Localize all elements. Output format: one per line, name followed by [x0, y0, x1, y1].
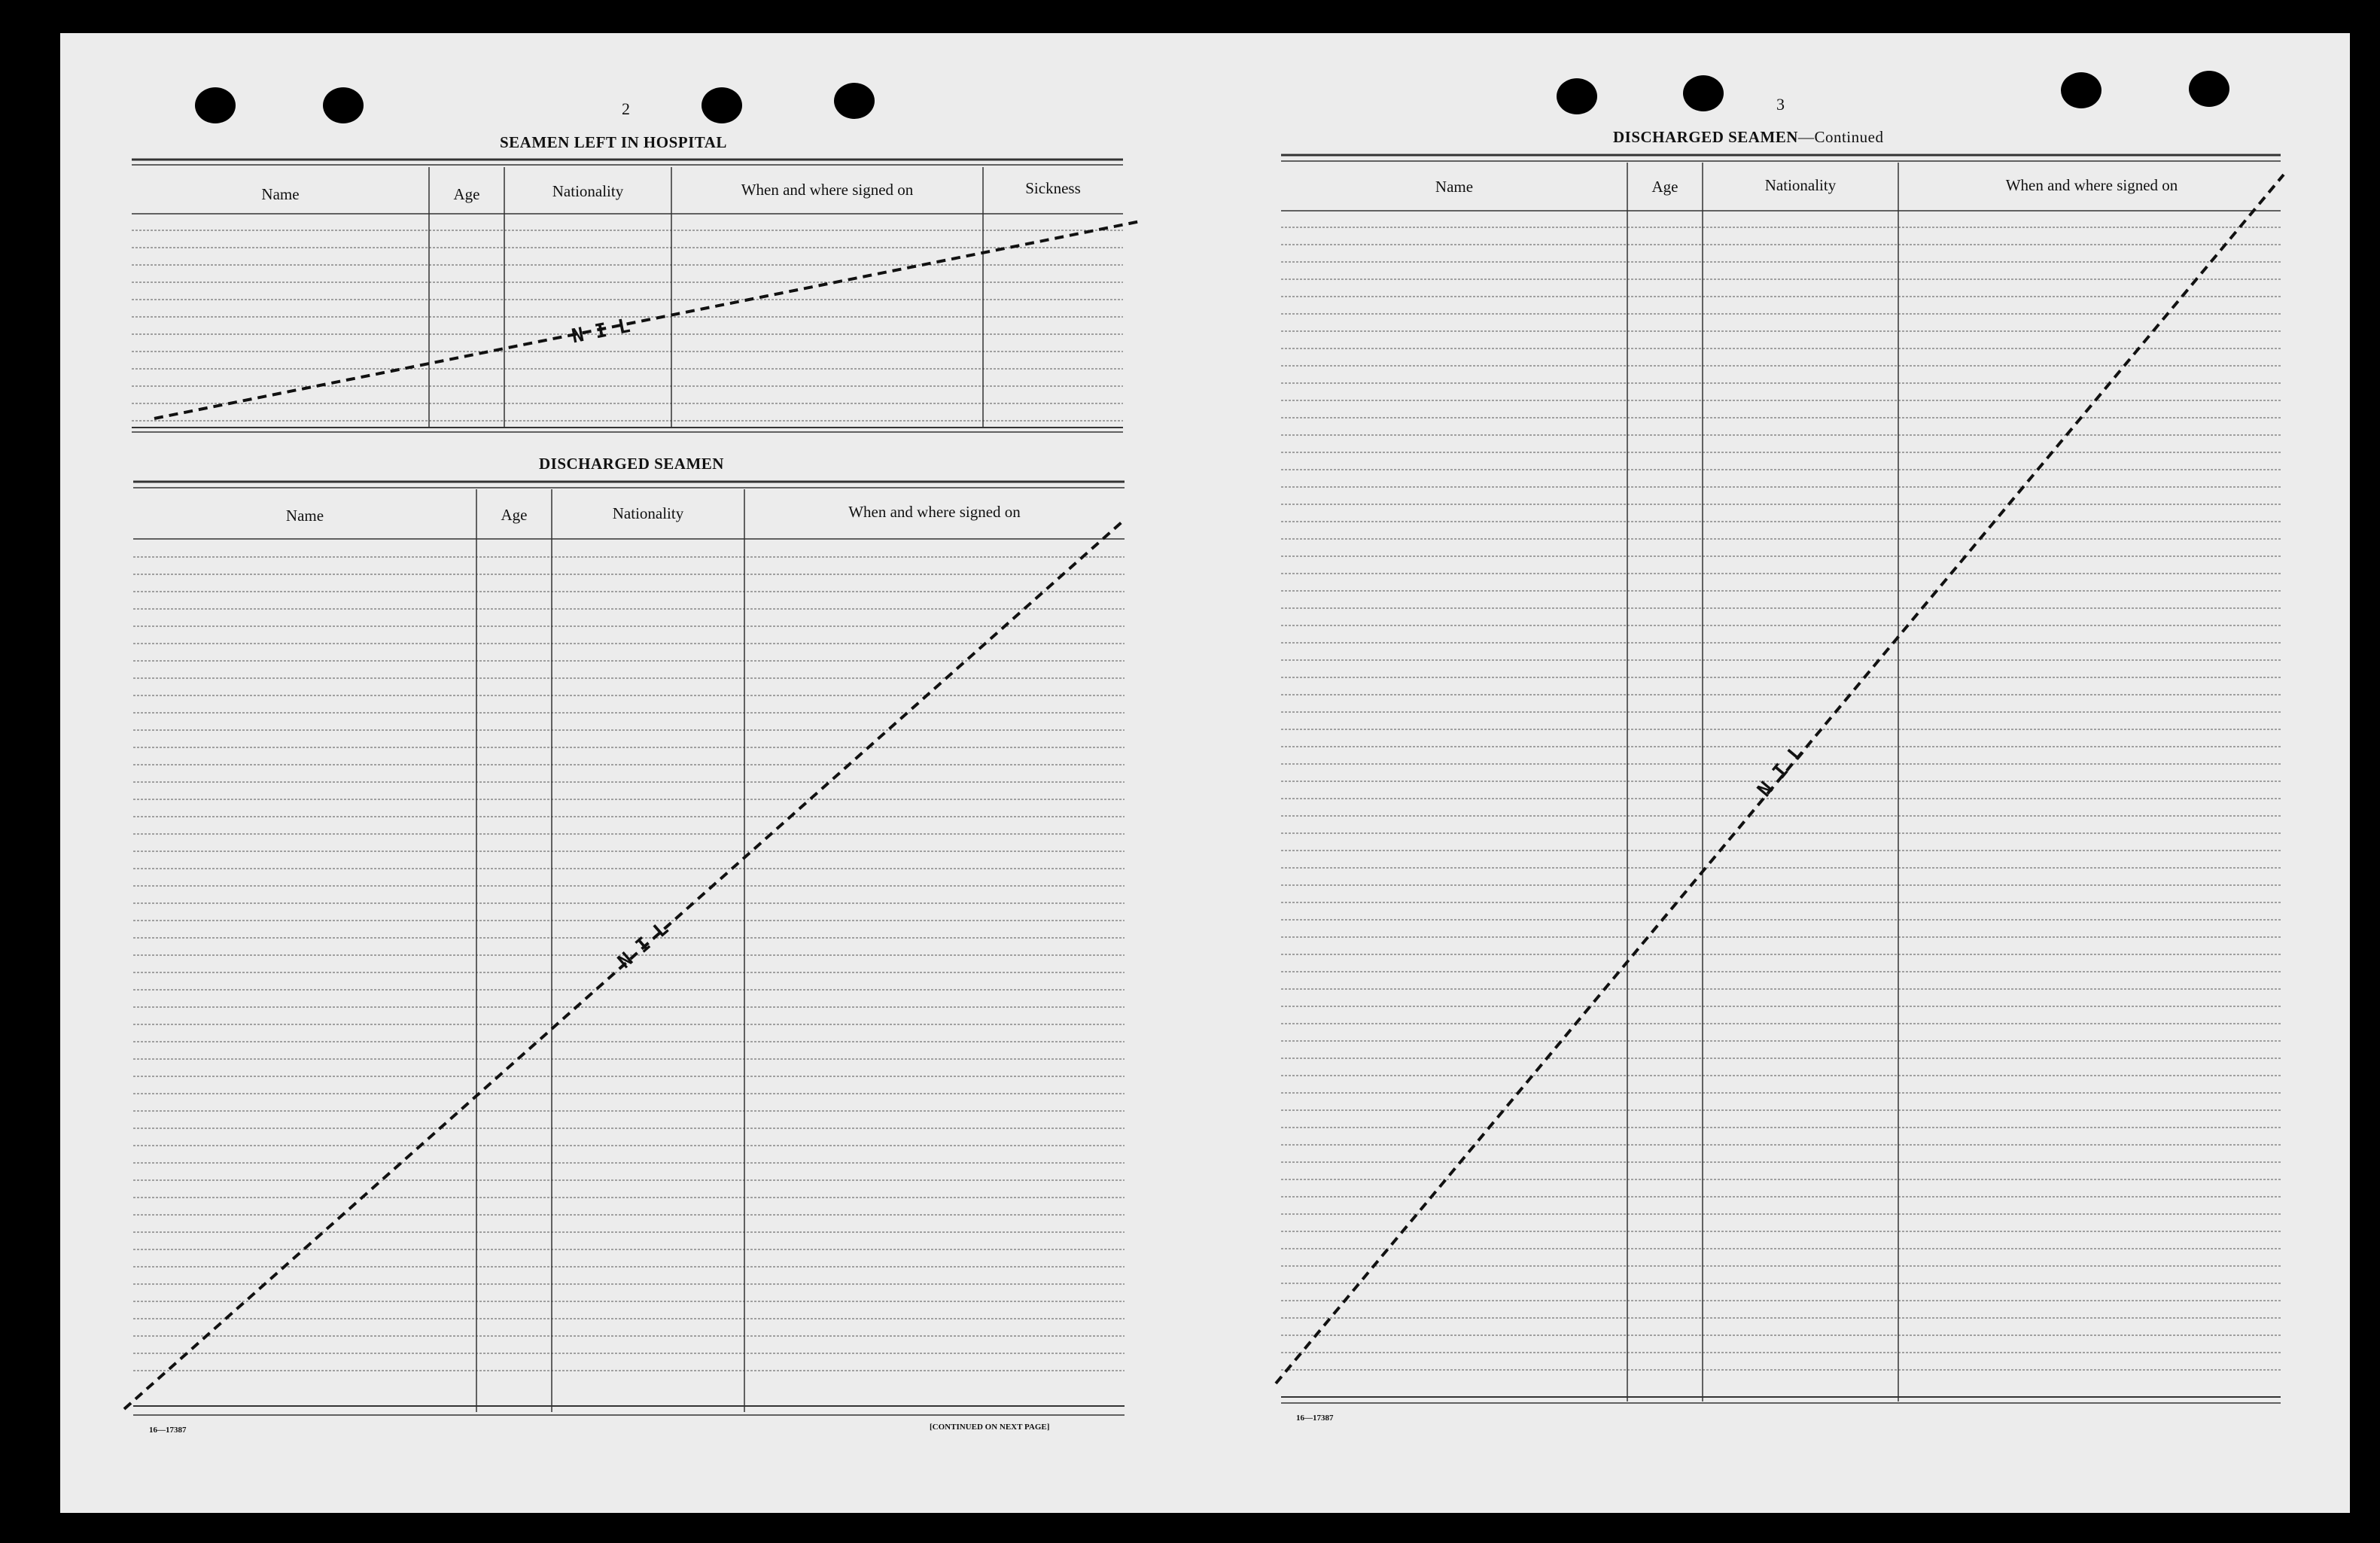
- column-header-name: Name: [261, 185, 300, 203]
- nil-mark: N I L: [1753, 741, 1809, 802]
- column-header-age: Age: [1651, 178, 1678, 196]
- column-header-age: Age: [501, 506, 528, 524]
- nil-strike-line: [154, 221, 1140, 418]
- continued-suffix: —Continued: [1797, 128, 1884, 146]
- column-header-age: Age: [453, 185, 480, 203]
- column-header-name: Name: [1435, 178, 1474, 196]
- continued-note: [CONTINUED ON NEXT PAGE]: [930, 1423, 1050, 1432]
- column-header-name: Name: [285, 507, 324, 525]
- column-header-signed-on: When and where signed on: [848, 503, 1021, 521]
- discharged-section-title: DISCHARGED SEAMEN: [539, 455, 724, 473]
- section-title-text: DISCHARGED SEAMEN: [1613, 128, 1798, 146]
- column-header-nationality: Nationality: [552, 182, 624, 200]
- form-number: 16—17387: [1296, 1414, 1334, 1423]
- nil-mark: N I L: [570, 314, 632, 348]
- column-header-nationality: Nationality: [1764, 176, 1837, 194]
- discharged-continued-title: [1613, 128, 1883, 147]
- page-number: 3: [1776, 95, 1785, 114]
- column-header-signed-on: When and where signed on: [741, 181, 914, 199]
- form-number: 16—17387: [149, 1426, 187, 1435]
- column-header-signed-on: When and where signed on: [2005, 176, 2178, 194]
- column-header-nationality: Nationality: [612, 504, 684, 522]
- nil-mark: N I L: [613, 917, 674, 973]
- column-header-sickness: Sickness: [1025, 179, 1081, 197]
- hospital-section-title: SEAMEN LEFT IN HOSPITAL: [500, 133, 727, 151]
- page-number: 2: [622, 99, 630, 118]
